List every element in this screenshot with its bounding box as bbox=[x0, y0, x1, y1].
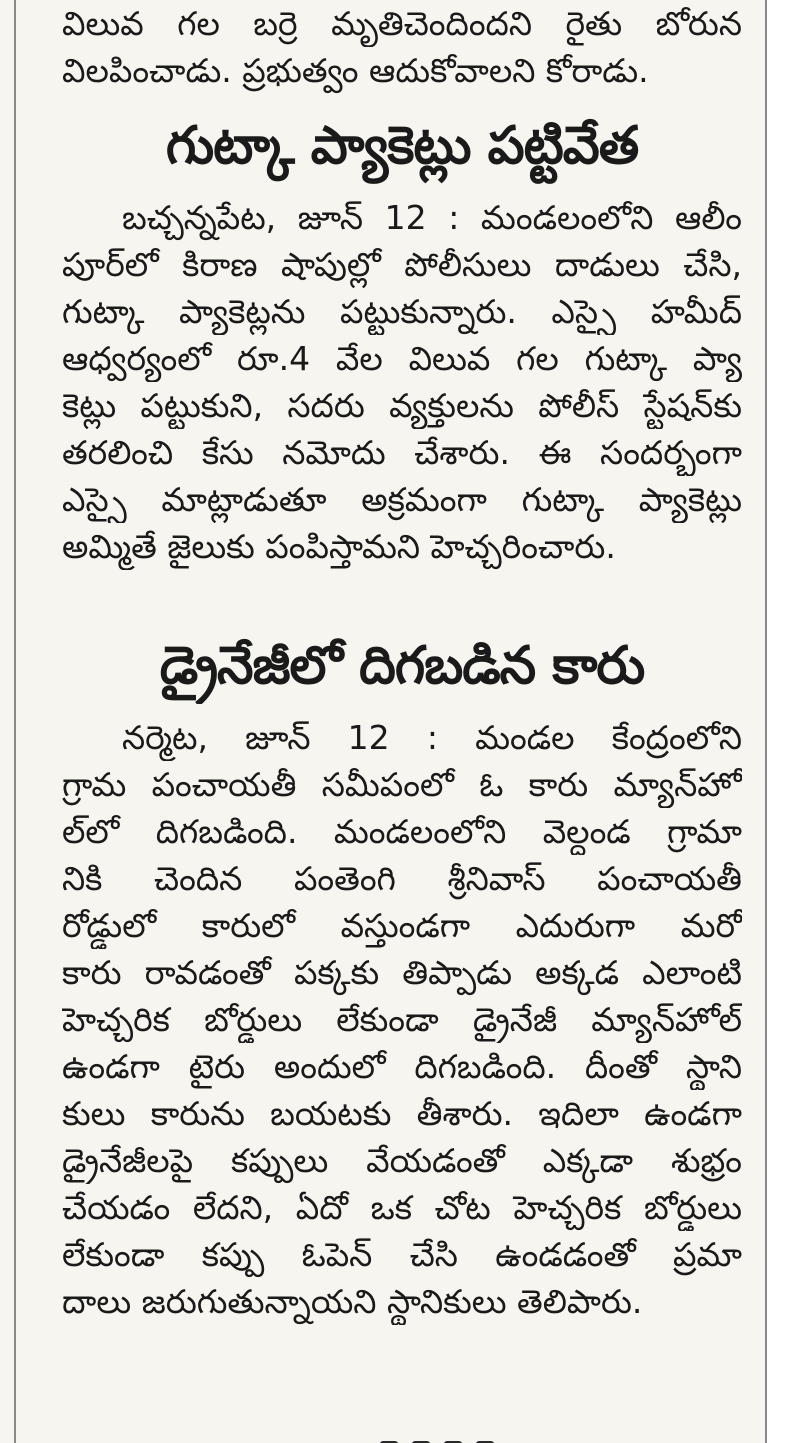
story-line: విలపించాడు. ప్రభుత్వం ఆదుకోవాలని కోరాడు. bbox=[62, 51, 649, 90]
story-line: తరలించి కేసు నమోదు చేశారు. ఈ సందర్భంగా bbox=[62, 433, 742, 472]
story-line: ల్‌లో దిగబడింది. మండలంలోని వెల్దండ గ్రామా bbox=[62, 812, 742, 851]
article-gutka-seizure bbox=[62, 108, 742, 570]
article-body bbox=[62, 714, 742, 1325]
story-line: బచ్చన్నపేట, జూన్ 12 : మండలంలోని ఆలీం bbox=[122, 198, 742, 237]
story-line: గుట్కా ప్యాకెట్లను పట్టుకున్నారు. ఎస్సై హమీద్ bbox=[62, 292, 742, 331]
story-line: నర్మెట, జూన్ 12 : మండల కేంద్రంలోని bbox=[122, 718, 742, 757]
story-line: నికి చెందిన పంతెంగి శ్రీనివాస్ పంచాయతీ bbox=[62, 859, 742, 898]
story-line: రోడ్డులో కారులో వస్తుండగా ఎదురుగా మరో bbox=[62, 906, 742, 945]
story-line: లేకుండా కప్పు ఓపెన్ చేసి ఉండడంతో ప్రమా bbox=[62, 1235, 742, 1274]
lead-story-fragment bbox=[62, 0, 742, 94]
story-line: ఉండగా టైరు అందులో దిగబడింది. దీంతో స్థాని bbox=[62, 1047, 742, 1086]
story-line: విలువ గల బర్రె మృతిచెందిందని రైతు బోరున bbox=[62, 4, 742, 43]
article-headline: గుట్కా ప్యాకెట్లు పట్టివేత bbox=[165, 116, 639, 176]
page-margin bbox=[767, 0, 800, 1443]
column-rule-left bbox=[14, 0, 16, 1443]
cropped-next-headline bbox=[380, 1432, 540, 1443]
article-body bbox=[62, 194, 742, 570]
story-line: డ్రైనేజీలపై కప్పులు వేయడంతో ఎక్కడా శుభ్రం bbox=[62, 1141, 742, 1180]
story-line: అమ్మితే జైలుకు పంపిస్తామని హెచ్చరించారు. bbox=[62, 527, 616, 566]
article-headline: డ్రైనేజీలో దిగబడిన కారు bbox=[159, 636, 645, 696]
article-car-in-drainage bbox=[62, 628, 742, 1325]
story-line: పూర్‌లో కిరాణ షాపుల్లో పోలీసులు దాడులు చేసి, bbox=[62, 245, 742, 284]
story-line: హెచ్చరిక బోర్డులు లేకుండా డ్రైనేజీ మ్యాన్‌హోల్ bbox=[62, 1000, 742, 1039]
story-line: చేయడం లేదని, ఏదో ఒక చోట హెచ్చరిక బోర్డులు bbox=[62, 1188, 742, 1227]
story-line: కారు రావడంతో పక్కకు తిప్పాడు అక్కడ ఎలాంటి bbox=[62, 953, 742, 992]
story-line: కెట్లు పట్టుకుని, సదరు వ్యక్తులను పోలీస్ స్టేషన్‌కు bbox=[62, 386, 742, 425]
story-line: గ్రామ పంచాయతీ సమీపంలో ఓ కారు మ్యాన్‌హో bbox=[62, 765, 742, 804]
story-line: కులు కారును బయటకు తీశారు. ఇదిలా ఉండగా bbox=[62, 1094, 742, 1133]
story-line: ఎస్సై మాట్లాడుతూ అక్రమంగా గుట్కా ప్యాకెట్లు bbox=[62, 480, 742, 519]
story-line: దాలు జరుగుతున్నాయని స్థానికులు తెలిపారు. bbox=[62, 1282, 643, 1321]
story-line: ఆధ్వర్యంలో రూ.4 వేల విలువ గల గుట్కా ప్యా bbox=[62, 339, 742, 378]
